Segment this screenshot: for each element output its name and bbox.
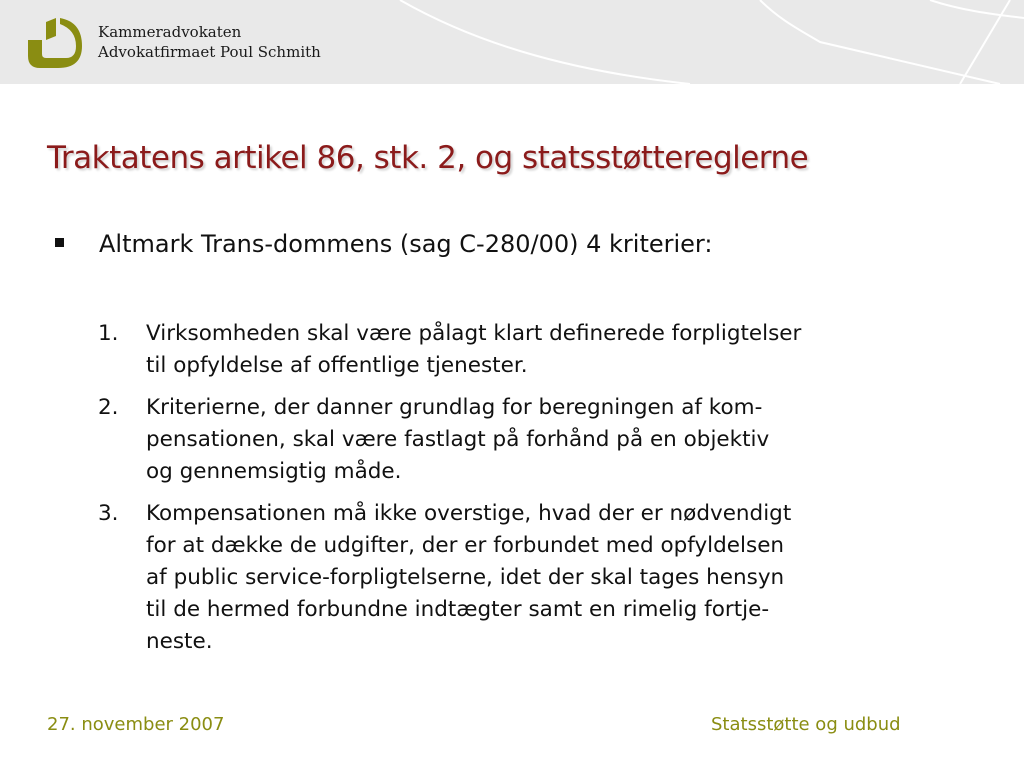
criterion-number: 2. [98,395,119,420]
firm-name [98,22,321,62]
main-bullet-text: Altmark Trans-dommens (sag C-280/00) 4 kriterier: [99,230,713,258]
slide-header [0,0,1024,84]
criterion-line: neste. [146,629,213,654]
firm-name-line2: Advokatfirmaet Poul Schmith [98,43,321,61]
criterion-number: 1. [98,321,119,346]
criterion-line: Kompensationen må ikke overstige, hvad der er nødvendigt [146,501,792,526]
criterion-line: af public service-forpligtelserne, idet der skal tages hensyn [146,565,785,590]
criterion-line: for at dække de udgifter, der er forbundet med opfyldelsen [146,533,785,558]
criterion-line: Virksomheden skal være pålagt klart definerede forpligtelser [146,321,802,346]
slide-title: Traktatens artikel 86, stk. 2, og statsstøttereglerne [47,140,809,176]
footer-date: 27. november 2007 [47,714,225,735]
criterion-item-3 [98,498,988,658]
criterion-number: 3. [98,501,119,526]
criterion-line: til opfyldelse af offentlige tjenester. [146,353,528,378]
firm-name-line1: Kammeradvokaten [98,23,242,41]
square-bullet-icon [55,238,64,247]
criterion-line: og gennemsigtig måde. [146,459,402,484]
footer-topic: Statsstøtte og udbud [711,714,901,735]
firm-logo-icon [26,18,82,68]
criteria-list [98,318,988,668]
criterion-line: pensationen, skal være fastlagt på forhånd på en objektiv [146,427,770,452]
criterion-line: til de hermed forbundne indtægter samt en rimelig fortje- [146,597,770,622]
criterion-item-2 [98,392,988,488]
criterion-line: Kriterierne, der danner grundlag for beregningen af kom- [146,395,763,420]
criterion-item-1 [98,318,988,382]
